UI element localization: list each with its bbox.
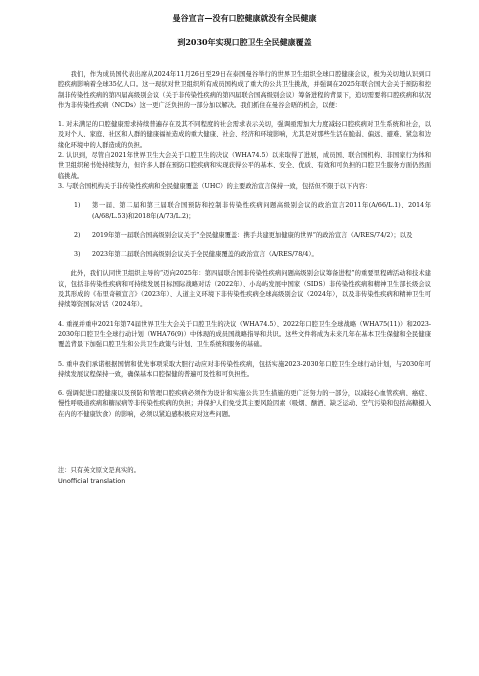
subitem-1 — [74, 201, 431, 222]
document-title: 曼谷宣言—没有口腔健康就没有全民健康 — [172, 13, 317, 23]
middle-paragraph: 此外，我们认同世卫组织主导的“迈向2025年：第四届联合国非传染性疾病问题高级别会议筹备进程”的重要里程碑活动和技术建议，包括非传染性疾病和可持续发展目标国际战略对话（2022年）、小岛屿发展中国家（SIDS）非传染性疾病和精神卫生部长级会议及其形成的《布里奇顿宣言》（2023年）、人道主义环境下非传染性疾病全球高级别会议（2024年），以及非传染性疾病和精神卫生可持续筹资国际对话（2024年）。 — [58, 270, 431, 309]
subitem-2 — [74, 231, 431, 241]
item-1: 1. 对未满足的口腔健康需求持续普遍存在及其不同程度的社会需求表示关切，强调亟需加大力度减轻口腔疾病对卫生系统和社会，以及对个人、家庭、社区和人群的健康福祉造成的重大健康、社会、经济和环境影响，尤其是对那些生活在脆弱、偏远、避难、紧急和边缘化环境中的人群造成的负担。 — [58, 121, 431, 149]
item-6: 6. 强调促进口腔健康以及预防和管理口腔疾病必须作为设计和实施公共卫生措施的更广泛努力的一部分，以减轻心血管疾病、癌症、慢性呼吸道疾病和糖尿病等非传染性疾病的负担；并保护人们免受其主要风险因素（吸烟、酗酒、缺乏运动、空气污染和包括高糖摄入在内的不健康饮食）的影响，必须以紧迫感积极应对这些问题。 — [58, 390, 431, 418]
subitem-text: 第一届、第二届和第三届联合国预防和控制非传染性疾病问题高级别会议的政治宣言2011年(A/66/L.1)、2014年(A/68/L.53)和2018年(A/73/L.2)； — [92, 202, 431, 220]
subitem-number: 1) — [74, 202, 81, 210]
subitem-number: 3) — [74, 251, 81, 259]
intro-paragraph: 我们，作为成员国代表出席从2024年11月26日至29日在泰国曼谷举行的世界卫生组织全球口腔健康会议，极为关切地认识到口腔疾病影响着全球35亿人口。这一现状对世卫组织所有成员国构成了重大的公共卫生挑战，并强调在2025年联合国大会关于预防和控制非传染性疾病的第四届高级别会议（关于非传染性疾病的第四届联合国高级别会议）筹备进程的背景下，追切需要将口腔疾病和状况作为非传染性疾病（NCDs）这一更广泛负担的一部分加以解决。我们抓住在曼谷会晤的机会，以便： — [58, 71, 431, 109]
item-5: 5. 重申我们承诺根据国情和优先事项采取大胆行动应对非传染性疾病，包括实施2023-2030年口腔卫生全球行动计划，与2030年可持续发展议程保持一致，确保基本口腔保健的普遍可及性和可负担性。 — [58, 360, 431, 378]
item-3: 3. 与联合国机构关于非传染性疾病和全民健康覆盖（UHC）的主要政治宣言保持一致，包括但不限于以下内容： — [58, 182, 372, 190]
document-subtitle: 到2030年实现口腔卫生全民健康覆盖 — [177, 37, 312, 47]
subitem-text: 2019年第一届联合国高级别会议关于“全民健康覆盖：携手共建更加健康的世界”的政治宣言（A/RES/74/2）；以及 — [92, 231, 413, 239]
translation-note: 注：只有英文原文是真实的。 — [58, 467, 140, 475]
subitem-text: 2023年第二届联合国高级别会议关于全民健康覆盖的政治宣言（A/RES/78/4）。 — [92, 251, 318, 259]
subitem-3 — [74, 250, 431, 260]
subitem-number: 2) — [74, 231, 81, 239]
item-2: 2. 认识到，尽管自2021年世界卫生大会关于口腔卫生的决议（WHA74.5）以来取得了进展，成员国、联合国机构、非国家行为体和世卫组织秘书处持续努力，但许多人群在预防口腔疾病和实现获得公平的基本、安全、优质、有效和可负担的口腔卫生服务方面仍然面临挑战。 — [58, 152, 431, 180]
item-4: 4. 重视并重申2021年第74届世界卫生大会关于口腔卫生的决议（WHA74.5）、2022年口腔卫生全球战略（WHA75(11)）和2023-2030年口腔卫生全球行动计划（WHA76(9)）中体现的成员国战略指导和共识。这些文件将成为未来几年在基本卫生保健和全民健康覆盖背景下加强口腔卫生和公共卫生政策与计划、卫生系统和服务的基础。 — [58, 320, 431, 349]
unofficial-translation-label: Unofficial translation — [58, 477, 126, 486]
